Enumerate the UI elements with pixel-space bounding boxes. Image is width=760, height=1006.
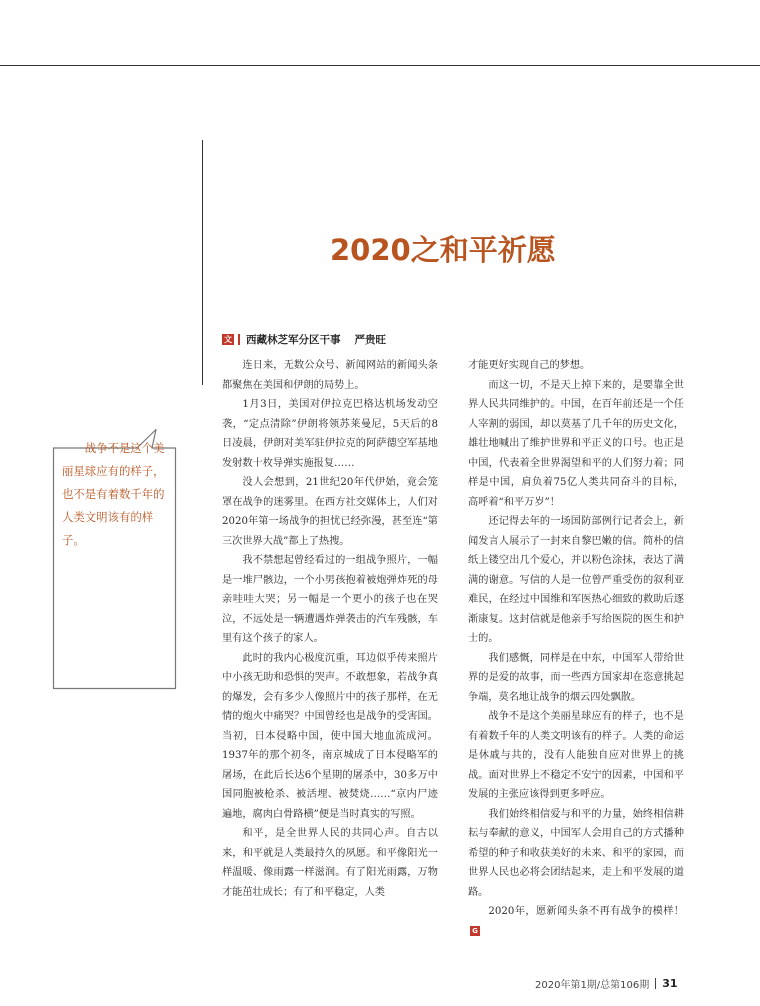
paragraph: 我们始终相信爱与和平的力量，始终相信耕耘与奉献的意义，中国军人会用自己的方式播种希望的种子和收获美好的未来、和平的家园，而世界人民也必将会团结起来，走上和平发展的道路。 xyxy=(468,808,684,898)
pull-quote-text: 战争不是这个美丽星球应有的样子，也不是有着数千年的人类文明该有的样子。 xyxy=(62,441,165,547)
header-rule xyxy=(0,65,760,66)
footer-separator xyxy=(655,978,656,989)
byline-bar xyxy=(238,334,240,345)
left-column xyxy=(222,356,438,902)
paragraph: 此时的我内心极度沉重，耳边似乎传来照片中小孩无助和恐惧的哭声。不敢想象，若战争真的爆发，会有多少人像照片中的孩子那样，在无情的炮火中痛哭？中国曾经也是战争的受害国。当初，日本侵略中国，使中国大地血流成河。1937年的那个初冬，南京城成了日本侵略军的屠场，在此后长达6个星期的屠杀中，30多万中国同胞被枪杀、被活埋、被焚烧……“京内尸迹遍地，腐肉白骨路横”便是当时真实的写照。 xyxy=(222,652,438,820)
paragraph: 连日来，无数公众号、新闻网站的新闻头条都聚焦在美国和伊朗的局势上。 xyxy=(222,360,438,391)
closing-paragraph xyxy=(468,902,684,941)
byline-mark-icon: 文 xyxy=(224,334,232,344)
end-mark-icon: G xyxy=(470,926,480,936)
page-number: 31 xyxy=(662,976,678,990)
issue-info: 2020年第1期/总第106期 xyxy=(535,979,650,991)
paragraph: 而这一切，不是天上掉下来的，是要靠全世界人民共同维护的。中国，在百年前还是一个任人宰割的弱国，却以莫基了几千年的历史文化，雄壮地喊出了维护世界和平正义的口号。也正是中国，代表着全世界渴望和平的人们努力着；同样是中国，肩负着75亿人类共同奋斗的目标，高呼着“和平万岁”！ xyxy=(468,379,684,508)
right-column xyxy=(468,356,684,941)
paragraph: 1月3日，美国对伊拉克巴格达机场发动空袭，“定点清除”伊朗将领苏莱曼尼，5天后的8日凌晨，伊朗对美军驻伊拉克的阿萨德空军基地发射数十枚导弹实施报复…… xyxy=(222,399,438,469)
paragraph: 没人会想到，21世纪20年代伊始，竟会笼罩在战争的迷雾里。在西方社交媒体上，人们对2020年第一场战争的担忧已经弥漫，甚至连“第三次世界大战”都上了热搜。 xyxy=(222,477,438,547)
paragraph: 才能更好实现自己的梦想。 xyxy=(468,360,591,371)
paragraph: 还记得去年的一场国防部例行记者会上，新闻发言人展示了一封来自黎巴嫩的信。简朴的信纸上镂空出几个爱心，并以粉色涂抹，表达了满满的谢意。写信的人是一位曾严重受伤的叙利亚难民，在经过中国维和军医热心细致的救助后逐渐康复。这封信就是他亲手写给医院的医生和护士的。 xyxy=(468,516,684,644)
paragraph: 战争不是这个美丽星球应有的样子，也不是有着数千年的人类文明该有的样子。人类的命运是休戚与共的，没有人能独自应对世界上的挑战。面对世界上不稳定不安宁的因素，中国和平发展的主张应该得到更多呼应。 xyxy=(468,711,684,800)
byline xyxy=(222,331,386,347)
page-footer xyxy=(535,976,678,990)
closing-text: 2020年，愿新闻头条不再有战争的模样！ xyxy=(488,906,684,917)
byline-author: 严贵旺 xyxy=(354,333,386,346)
paragraph: 和平，是全世界人民的共同心声。自古以来，和平就是人类最持久的夙愿。和平像阳光一样温暖、像雨露一样滋润。有了阳光雨露，万物才能茁壮成长；有了和平稳定，人类 xyxy=(222,828,438,898)
vertical-rule xyxy=(202,140,203,385)
paragraph: 我们感慨，同样是在中东，中国军人带给世界的是爱的故事，而一些西方国家却在恣意挑起争端，莫名地让战争的烟云四处飘散。 xyxy=(468,652,684,703)
byline-affiliation: 西藏林芝军分区干事 xyxy=(246,333,341,346)
article-title: 2020之和平祈愿 xyxy=(330,233,556,267)
paragraph: 我不禁想起曾经看过的一组战争照片，一幅是一堆尸骸边，一个小男孩抱着被炮弹炸死的母亲哇哇大哭；另一幅是一个更小的孩子也在哭泣，不远处是一辆遭遇炸弹袭击的汽车残骸，车里有这个孩子的家人。 xyxy=(222,555,438,644)
